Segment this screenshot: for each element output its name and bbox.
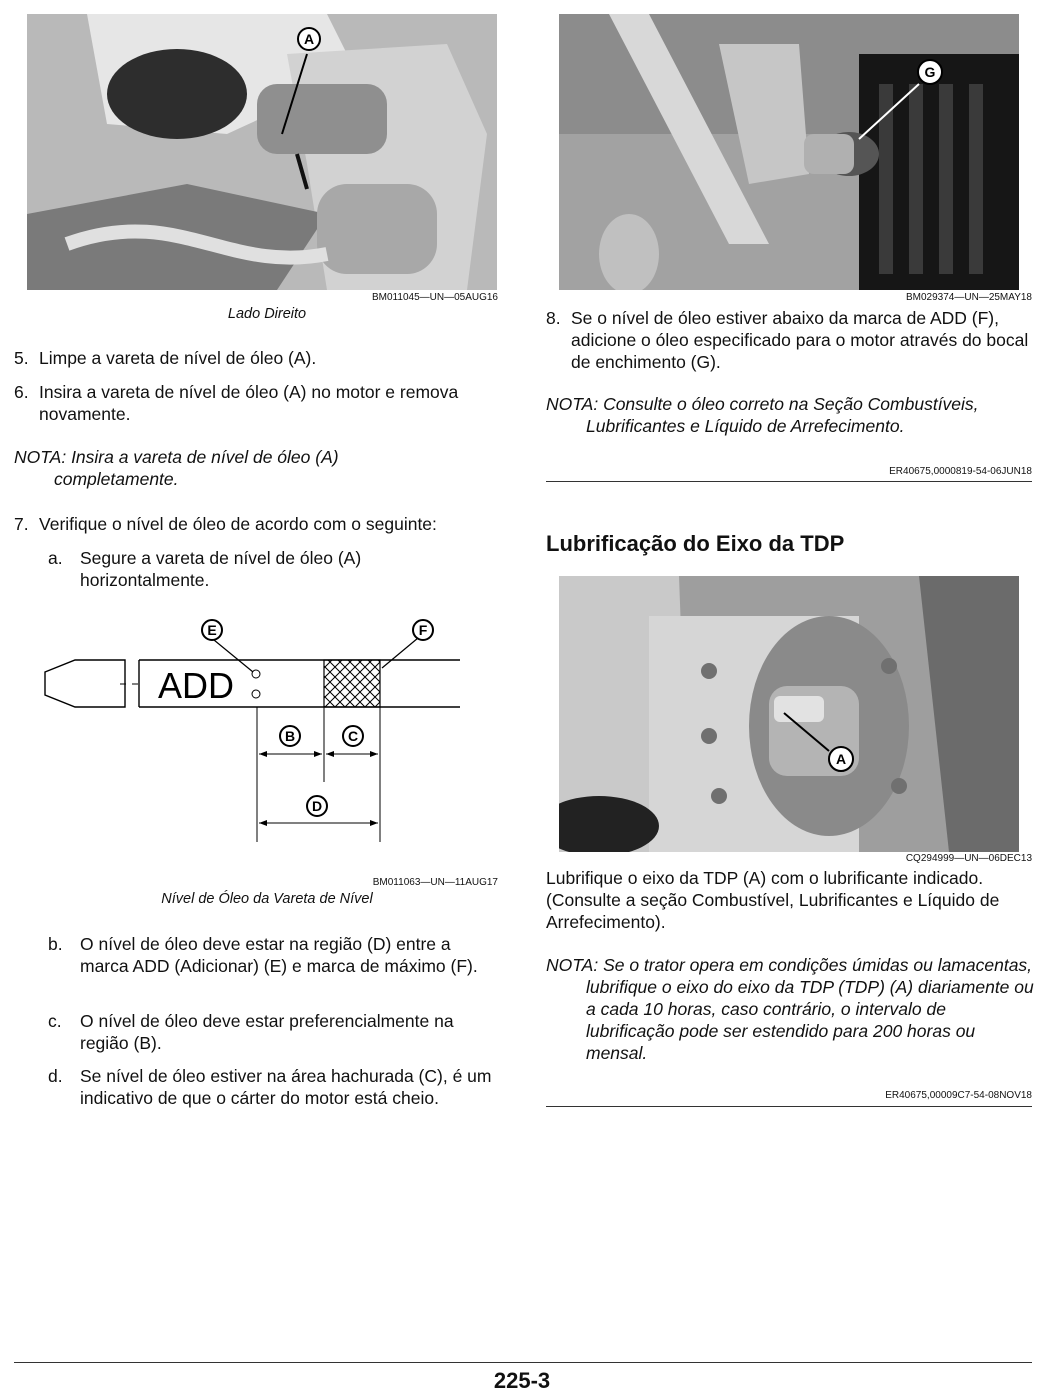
lube-paragraph (546, 867, 1036, 935)
divider-2 (546, 1106, 1032, 1107)
step-8-num: 8. (546, 308, 561, 328)
photo-illustration (559, 576, 1019, 852)
step-6 (14, 381, 504, 427)
step-5-text: Limpe a vareta de nível de óleo (A). (39, 348, 317, 368)
photo3-id: CQ294999—UN—06DEC13 (905, 853, 1032, 864)
substep-b-num: b. (48, 934, 63, 954)
step-5 (14, 347, 504, 371)
footer-rule (14, 1362, 1032, 1363)
step-7a-text: Segure a vareta de nível de óleo (A) horizontalmente. (80, 548, 362, 590)
substep-d-text: Se nível de óleo estiver na área hachurada (C), é um indicativo de que o cárter do motor está cheio. (80, 1066, 492, 1108)
substep-c-text: O nível de óleo deve estar preferencialmente na região (B). (80, 1011, 454, 1053)
photo1-id: BM011045—UN—05AUG16 (372, 292, 498, 303)
note-1-label: NOTA: (14, 447, 67, 467)
step-8 (546, 307, 1036, 375)
step-7a-num: a. (48, 548, 63, 568)
note-3 (546, 954, 1034, 1066)
pto-shaft-photo (559, 576, 1019, 852)
dipstick-handle (45, 660, 125, 707)
photo-illustration (559, 14, 1019, 290)
note-2-label: NOTA: (546, 394, 599, 414)
hatched-area (324, 660, 380, 707)
callout-a: A (303, 31, 315, 47)
section-heading: Lubrificação do Eixo da TDP (546, 531, 845, 556)
step-6-num: 6. (14, 382, 29, 402)
photo1-caption: Lado Direito (227, 306, 307, 322)
note-2 (546, 393, 1034, 439)
diagram-caption: Nível de Óleo da Vareta de Nível (161, 891, 373, 907)
step-5-num: 5. (14, 348, 29, 368)
substep-b (48, 933, 508, 1001)
lube-paragraph-text: Lubrifique o eixo da TDP (A) com o lubrificante indicado. (Consulte a seção Combustível, Lubrificantes e Líquido de Arrefecimento). (546, 868, 1000, 932)
step-8-text: Se o nível de óleo estiver abaixo da marca de ADD (F), adicione o óleo especificado para o motor através do bocal de enchimento (G). (571, 308, 1029, 372)
substep-d (48, 1065, 508, 1133)
note-3-label: NOTA: (546, 955, 599, 975)
photo-illustration (27, 14, 497, 290)
step-7-text: Verifique o nível de óleo de acordo com o seguinte: (39, 514, 437, 534)
callout-pto-a: A (835, 751, 847, 767)
step-7a (48, 547, 498, 593)
add-mark-label: ADD (158, 665, 235, 706)
substep-c (48, 1010, 508, 1056)
callout-e: E (207, 622, 217, 638)
engine-right-side-photo (27, 14, 497, 290)
substep-c-num: c. (48, 1011, 62, 1031)
note-1-text: Insira a vareta de nível de óleo (A) completamente. (54, 447, 339, 489)
step-7-num: 7. (14, 514, 29, 534)
substep-d-num: d. (48, 1066, 63, 1086)
divider-1 (546, 481, 1032, 482)
step-6-text: Insira a vareta de nível de óleo (A) no motor e remova novamente. (39, 382, 459, 424)
note-2-text: Consulte o óleo correto na Seção Combustíveis, Lubrificantes e Líquido de Arrefecimento. (586, 394, 979, 436)
callout-d: D (311, 798, 323, 814)
diagram-id: BM011063—UN—11AUG17 (372, 877, 498, 888)
callout-c: C (347, 728, 359, 744)
ref-code-2: ER40675,00009C7-54-08NOV18 (885, 1090, 1032, 1101)
callout-b: B (284, 728, 296, 744)
dipstick-diagram (40, 612, 470, 844)
oil-fill-cap-photo (559, 14, 1019, 290)
callout-g: G (924, 64, 936, 80)
callout-f: F (418, 622, 428, 638)
step-7 (14, 513, 514, 537)
ref-code-1: ER40675,0000819-54-06JUN18 (889, 466, 1032, 477)
page-number: 225-3 (493, 1368, 551, 1393)
note-3-text: Se o trator opera em condições úmidas ou lamacentas, lubrifique o eixo do eixo da TDP (TDP) (A) diariamente ou a cada 10 horas, caso contrário, o intervalo de lubrificação pode ser estendido para 200 horas ou mensal. (586, 955, 1034, 1063)
substep-b-text: O nível de óleo deve estar na região (D) entre a marca ADD (Adicionar) (E) e marca de máximo (F). (80, 934, 478, 976)
photo2-id: BM029374—UN—25MAY18 (906, 292, 1032, 303)
